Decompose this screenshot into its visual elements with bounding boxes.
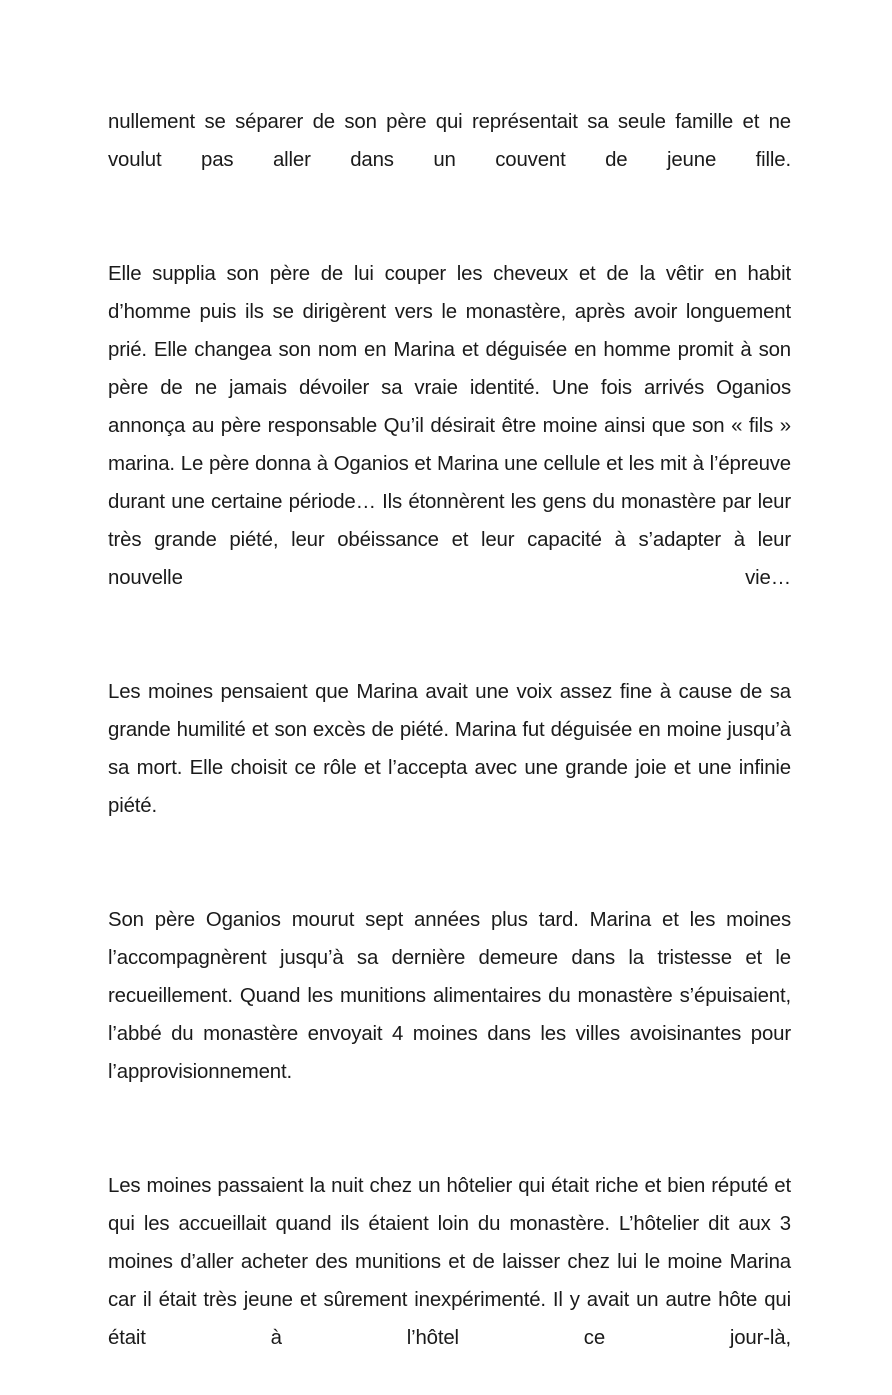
paragraph-5: Les moines passaient la nuit chez un hôtelier qui était riche et bien réputé et qui les accueillait quand ils étaient loin du monastère. L’hôtelier dit aux 3 moines d’aller acheter des munitions et de laisser chez lui le moine Marina car il était très jeune et sûrement inexpérimenté. Il y avait un autre hôte qui était à l’hôtel ce jour-là, bbox=[108, 1175, 791, 1349]
paragraph-1: nullement se séparer de son père qui représentait sa seule famille et ne voulut pas aller dans un couvent de jeune fille. bbox=[108, 111, 791, 171]
body-text-column bbox=[108, 103, 791, 1395]
paragraph-2: Elle supplia son père de lui couper les cheveux et de la vêtir en habit d’homme puis ils se dirigèrent vers le monastère, après avoir longuement prié. Elle changea son nom en Marina et déguisée en homme promit à son père de ne jamais dévoiler sa vraie identité. Une fois arrivés Oganios annonça au père responsable Qu’il désirait être moine ainsi que son « fils » marina. Le père donna à Oganios et Marina une cellule et les mit à l’épreuve durant une certaine période… Ils étonnèrent les gens du monastère par leur très grande piété, leur obéissance et leur capacité à s’adapter à leur nouvelle vie… bbox=[108, 263, 791, 589]
paragraph-3: Les moines pensaient que Marina avait une voix assez fine à cause de sa grande humilité et son excès de piété. Marina fut déguisée en moine jusqu’à sa mort. Elle choisit ce rôle et l’accepta avec une grande joie et une infinie piété. bbox=[108, 681, 791, 817]
paragraph-4: Son père Oganios mourut sept années plus tard. Marina et les moines l’accompagnèrent jusqu’à sa dernière demeure dans la tristesse et le recueillement. Quand les munitions alimentaires du monastère s’épuisaient, l’abbé du monastère envoyait 4 moines dans les villes avoisinantes pour l’approvisionnement. bbox=[108, 909, 791, 1083]
